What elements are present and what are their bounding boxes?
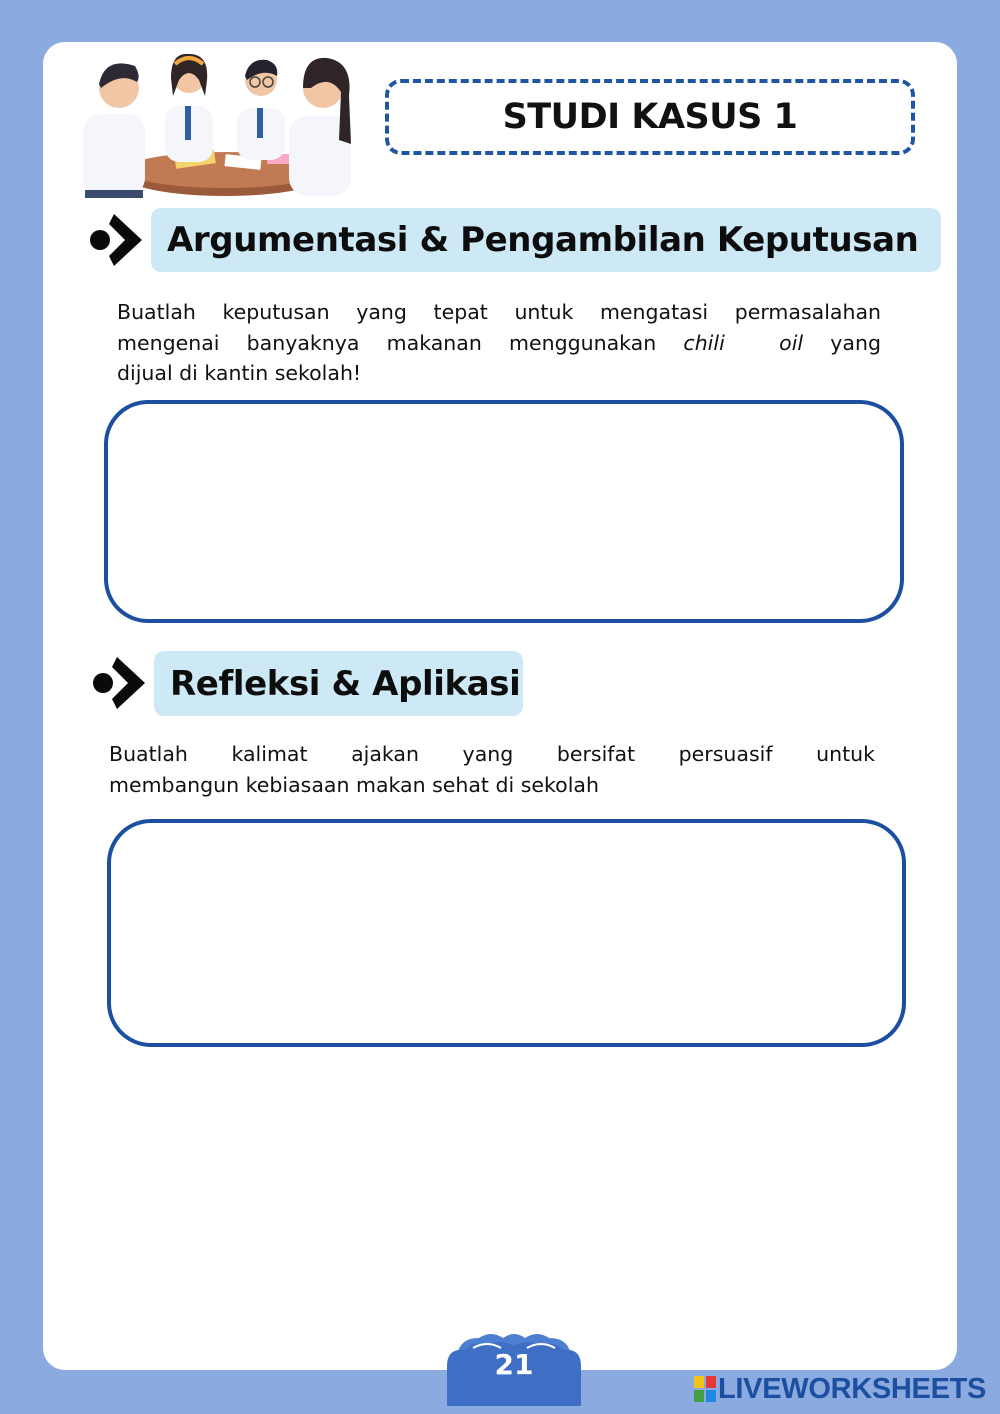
instruction-line-part: yang [803,330,882,355]
brand-name: LIVEWORKSHEETS [718,1372,987,1405]
students-discussion-illustration [75,44,355,200]
bullet-arrow-icon [87,208,147,272]
liveworksheets-logo-icon [694,1376,716,1402]
instruction-line-part: mengenai banyaknya makanan menggunakan [117,330,684,355]
bullet-arrow-icon [90,651,150,715]
page-title: STUDI KASUS 1 [385,79,915,155]
instruction-text-refleksi [109,739,875,800]
answer-box-refleksi[interactable] [107,819,906,1047]
italic-term: chili oil [683,330,804,355]
instruction-text-argumentasi [117,297,881,389]
instruction-line: Buatlah keputusan yang tepat untuk mengatasi permasalahan [117,300,881,324]
answer-box-argumentasi[interactable] [104,400,904,623]
brand[interactable] [694,1372,986,1406]
page-number: 21 [494,1348,534,1381]
instruction-line: membangun kebiasaan makan sehat di sekolah [109,772,599,797]
instruction-line: Buatlah kalimat ajakan yang bersifat persuasif untuk [109,742,875,766]
section-heading-argumentasi: Argumentasi & Pengambilan Keputusan [151,208,941,272]
instruction-line [117,328,881,359]
section-heading-refleksi: Refleksi & Aplikasi [154,651,523,716]
instruction-line: dijual di kantin sekolah! [117,361,362,385]
